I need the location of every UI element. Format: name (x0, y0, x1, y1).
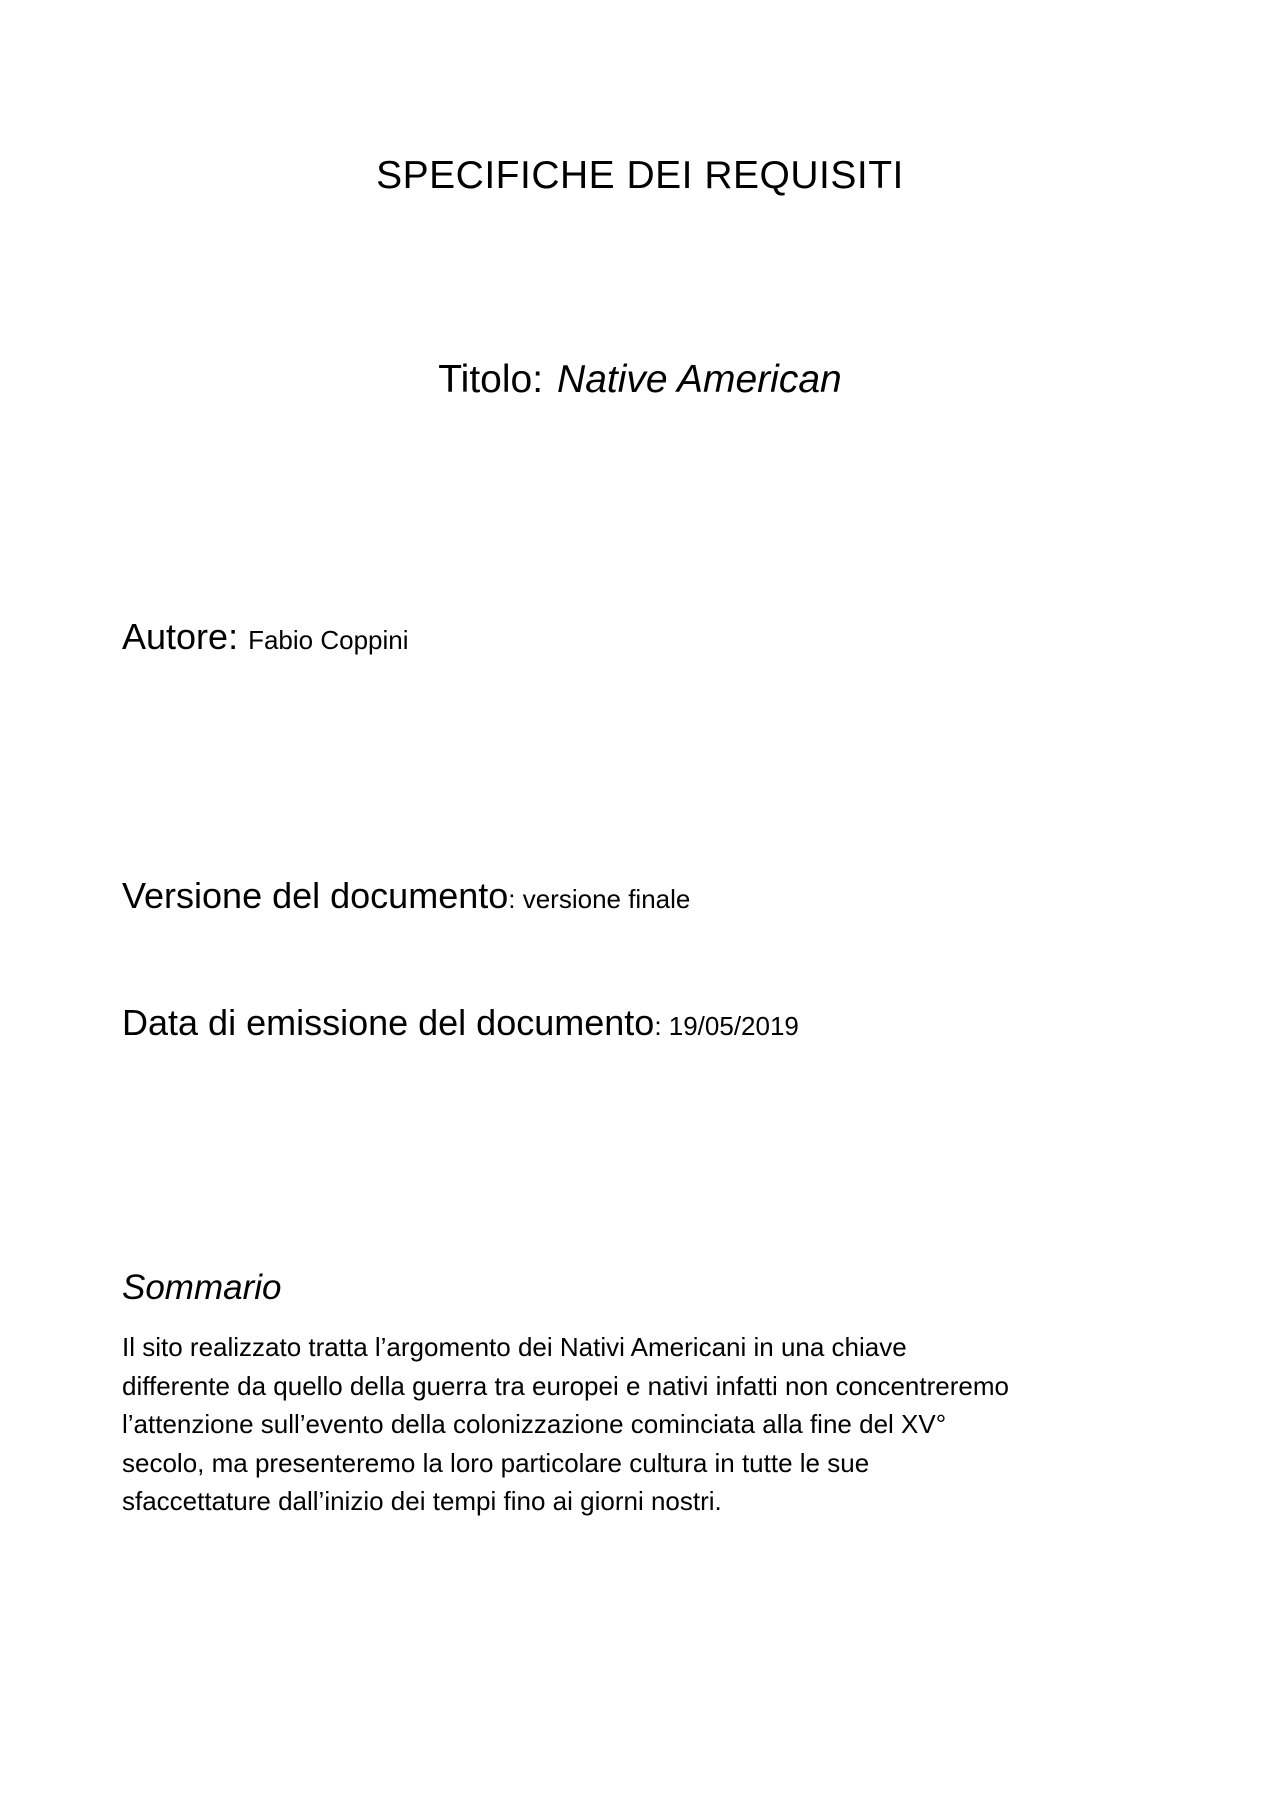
date-value: : 19/05/2019 (654, 1011, 799, 1041)
summary-paragraph (122, 1328, 1202, 1521)
author-line (122, 616, 409, 658)
version-value: : versione finale (508, 884, 691, 914)
version-line (122, 875, 690, 917)
version-label: Versione del documento (122, 875, 509, 916)
summary-line: differente da quello della guerra tra europei e nativi infatti non concentreremo (122, 1370, 1009, 1401)
summary-line: l’attenzione sull’evento della colonizzazione cominciata alla fine del XV° (122, 1409, 947, 1439)
date-line (122, 1002, 799, 1044)
summary-heading: Sommario (122, 1268, 282, 1307)
summary-line: sfaccettature dall’inizio dei tempi fino ai giorni nostri. (122, 1486, 722, 1516)
title-line (0, 358, 1280, 402)
title-value: Native American (557, 358, 842, 401)
summary-line: secolo, ma presenteremo la loro particolare cultura in tutte le sue (122, 1447, 870, 1478)
title-label: Titolo: (438, 358, 544, 401)
author-value: Fabio Coppini (248, 625, 409, 655)
summary-line: Il sito realizzato tratta l’argomento dei Nativi Americani in una chiave (122, 1332, 907, 1362)
date-label: Data di emissione del documento (122, 1002, 655, 1043)
author-label: Autore: (122, 616, 239, 657)
document-heading: SPECIFICHE DEI REQUISITI (376, 154, 904, 197)
